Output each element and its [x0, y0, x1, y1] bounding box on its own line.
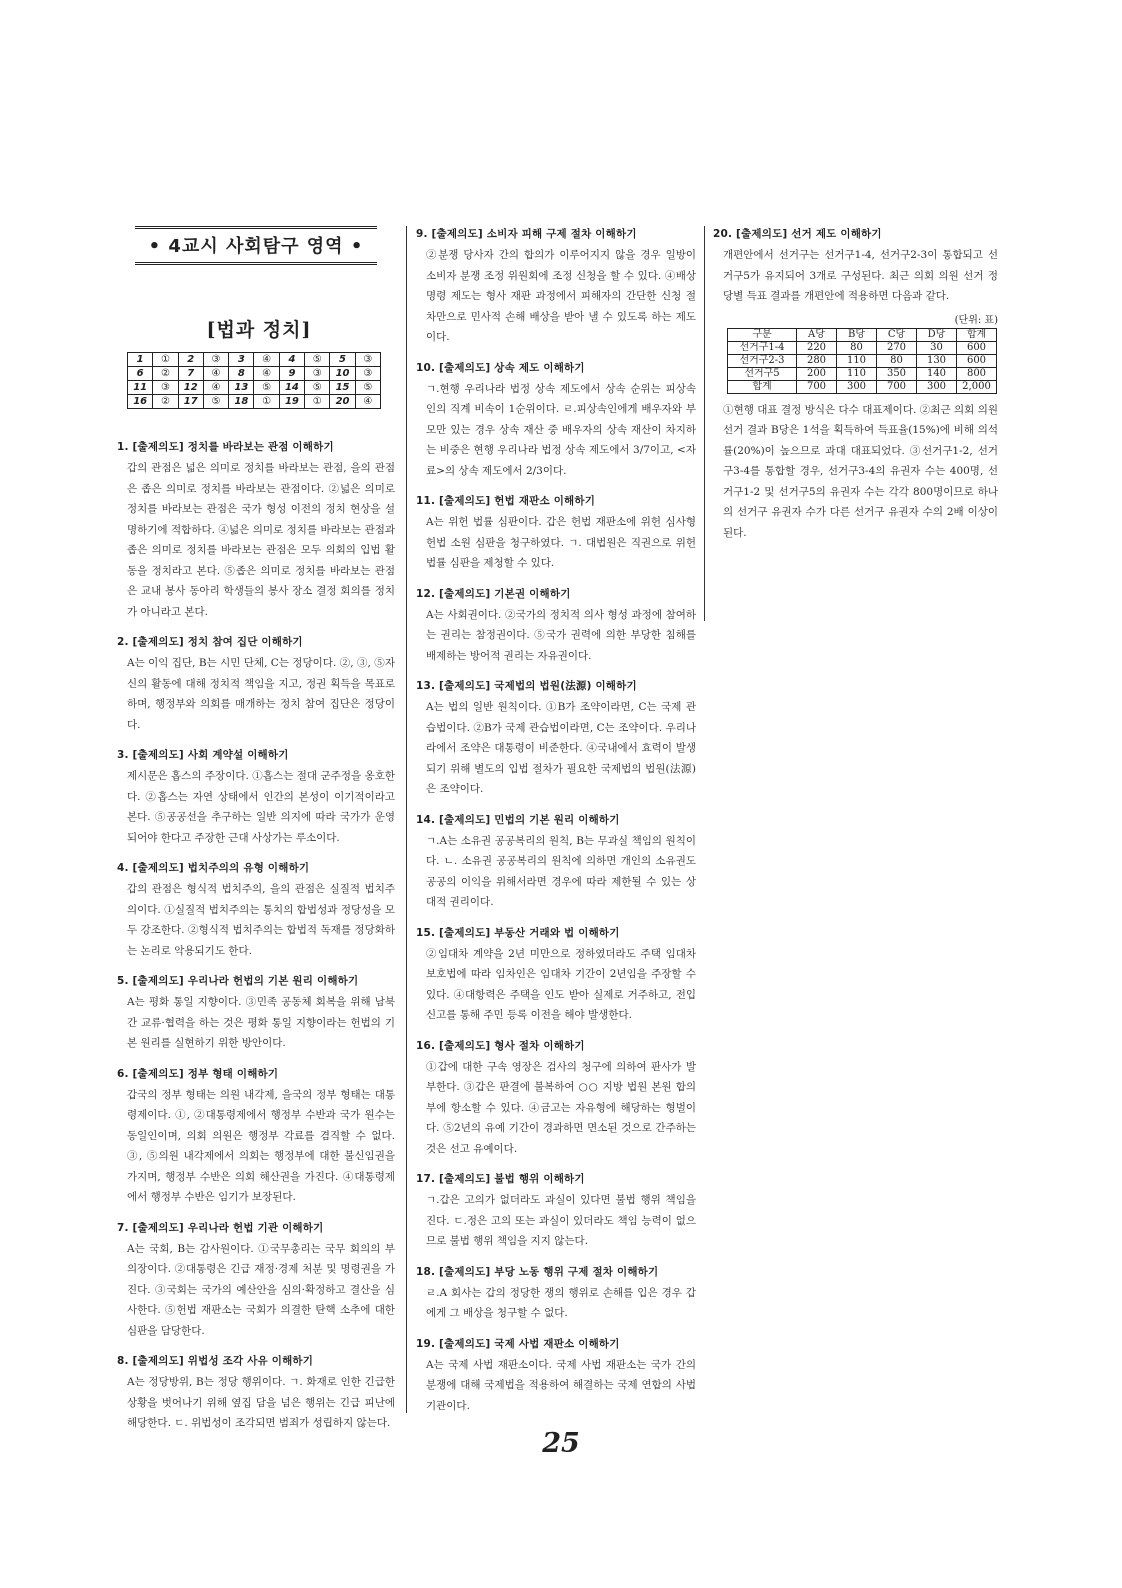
explanation-item: [117, 1353, 395, 1434]
question-number: 5: [330, 353, 355, 367]
explanation-text: A는 국제 사법 재판소이다. 국제 사법 재판소는 국가 간의 분쟁에 대해 국제법을 적용하여 해결하는 국제 연합의 사법 기관이다.: [426, 1358, 696, 1412]
table-cell: 합계: [728, 380, 797, 393]
column-right: [713, 226, 998, 555]
explanation-heading: 10. [출제의도] 상속 제도 이해하기: [416, 361, 585, 374]
explanation-item: [416, 812, 696, 913]
table-cell: 110: [837, 354, 877, 367]
answer-choice: ⑤: [355, 381, 380, 395]
table-cell: 600: [957, 354, 997, 367]
answer-choice: ②: [153, 395, 178, 409]
answer-choice: ①: [305, 395, 330, 409]
explanation-text: 개편안에서 선거구는 선거구1-4, 선거구2-3이 통합되고 선거구5가 유지되어 3개로 구성된다. 최근 의회 의원 선거 정당별 득표 결과를 개편안에 적용하면 다음과 같다.: [723, 249, 998, 302]
explanation-text: ㄹ.A 회사는 갑의 정당한 쟁의 행위로 손해를 입은 경우 갑에게 그 배상을 청구할 수 없다.: [426, 1286, 696, 1319]
question-number: 12: [178, 381, 203, 395]
table-header-cell: D당: [917, 328, 957, 341]
table-row: [728, 354, 997, 367]
answer-choice: ⑤: [305, 353, 330, 367]
table-cell: 300: [917, 380, 957, 393]
table-header-cell: B당: [837, 328, 877, 341]
explanation-heading: 8. [출제의도] 위법성 조각 사유 이해하기: [117, 1355, 314, 1367]
question-number: 6: [128, 367, 153, 381]
table-cell: 700: [797, 380, 837, 393]
explanation-heading: 16. [출제의도] 형사 절차 이해하기: [416, 1039, 585, 1052]
table-cell: 220: [797, 341, 837, 354]
explanation-text: ①현행 대표 결정 방식은 다수 대표제이다. ②최근 의회 의원 선거 결과 B당은 1석을 획득하여 득표율(15%)에 비해 의석률(20%)이 높으므로 과대 대표되었다. ③선거구1-2, 선거구3-4를 통합할 경우, 선거구3-4의 유권자 수는 400명, 선거구1-2 및 선거구5의 유권자 수는 각각 800명이므로 하나의 선거구 유권자 수가 다른 선거구 유권자 수의 2배 이상이 된다.: [723, 403, 998, 539]
table-cell: 130: [917, 354, 957, 367]
explanation-heading: 3. [출제의도] 사회 계약설 이해하기: [117, 749, 289, 761]
explanation-text: A는 법의 일반 원칙이다. ①B가 조약이라면, C는 국제 관습법이다. ②B가 국제 관습법이라면, C는 조약이다. 우리나라에서 조약은 대통령이 비준한다. ④국내에서 효력이 발생되기 위해 별도의 입법 절차가 필요한 국제법의 법원(法源)은 조약이다.: [426, 701, 696, 795]
table-cell: 270: [877, 341, 917, 354]
question-number: 15: [330, 381, 355, 395]
page-number: 25: [542, 1428, 580, 1459]
explanation-item: [416, 586, 696, 667]
answer-choice: ④: [254, 353, 279, 367]
explanation-item: [117, 747, 395, 848]
answer-choice: ③: [355, 353, 380, 367]
explanation-text: A는 평화 통일 지향이다. ③민족 공동체 회복을 위해 남북 간 교류·협력을 하는 것은 평화 통일 지향이라는 헌법의 기본 원리를 실현하기 위한 방안이다.: [127, 996, 395, 1049]
table-header-cell: A당: [797, 328, 837, 341]
question-number: 16: [128, 395, 153, 409]
answer-key-table: [127, 352, 381, 409]
explanation-text: A는 이익 집단, B는 시민 단체, C는 정당이다. ②, ③, ⑤자신의 활동에 대해 정치적 책임을 지고, 정권 획득을 목표로 하며, 행정부와 의회를 매개하는 정치 참여 집단은 정당이다.: [127, 657, 395, 731]
answer-choice: ⑤: [305, 381, 330, 395]
table-cell: 200: [797, 367, 837, 380]
explanation-heading: 12. [출제의도] 기본권 이해하기: [416, 587, 571, 600]
explanation-item: [416, 678, 696, 800]
table-cell: 2,000: [957, 380, 997, 393]
table-cell: 80: [837, 341, 877, 354]
explanation-heading: 17. [출제의도] 불법 행위 이해하기: [416, 1173, 585, 1185]
exam-title: • 4교시 사회탐구 영역 •: [135, 226, 377, 265]
table-row: [728, 341, 997, 354]
answer-choice: ④: [203, 367, 228, 381]
question-number: 1: [128, 353, 153, 367]
explanation-item: [416, 1264, 696, 1324]
explanation-item: [713, 226, 998, 543]
answer-choice: ②: [153, 367, 178, 381]
question-number: 14: [279, 381, 304, 395]
explanation-heading: 19. [출제의도] 국제 사법 재판소 이해하기: [416, 1337, 620, 1350]
question-number: 18: [229, 395, 254, 409]
table-cell: 800: [957, 367, 997, 380]
column-left: [117, 226, 395, 1446]
table-header-cell: 구분: [728, 328, 797, 341]
table-cell: 350: [877, 367, 917, 380]
explanation-text: 갑의 관점은 넓은 의미로 정치를 바라보는 관점, 을의 관점은 좁은 의미로 정치를 바라보는 관점이다. ②넓은 의미로 정치를 바라보는 관점은 국가 형성 이전의 정치 현상을 설명하기에 적합하다. ④넓은 의미로 정치를 바라보는 관점과 좁은 의미로 정치를 바라보는 관점은 모두 의회의 입법 활동을 정치라고 본다. ⑤좁은 의미로 정치를 바라보는 관점은 교내 봉사 동아리 학생들의 봉사 장소 결정 회의를 정치가 아니라고 본다.: [127, 462, 395, 618]
table-cell: 80: [877, 354, 917, 367]
explanation-heading: 13. [출제의도] 국제법의 법원(法源) 이해하기: [416, 680, 637, 692]
explanation-heading: 5. [출제의도] 우리나라 헌법의 기본 원리 이해하기: [117, 975, 359, 987]
explanation-text: ㄱ.갑은 고의가 없더라도 과실이 있다면 불법 행위 책임을 진다. ㄷ.정은 고의 또는 과실이 있더라도 책임 능력이 없으므로 불법 행위 책임을 지지 않는다.: [426, 1194, 696, 1247]
question-number: 4: [279, 353, 304, 367]
answer-row: [128, 367, 381, 381]
answer-choice: ④: [355, 395, 380, 409]
explanation-text: A는 위헌 법률 심판이다. 갑은 헌법 재판소에 위헌 심사형 헌법 소원 심판을 청구하였다. ㄱ. 대법원은 직권으로 위헌 법률 심판을 제청할 수 있다.: [426, 516, 696, 569]
explanation-heading: 1. [출제의도] 정치를 바라보는 관점 이해하기: [117, 441, 334, 453]
explanation-text: A는 사회권이다. ②국가의 정치적 의사 형성 과정에 참여하는 권리는 참정권이다. ⑤국가 권력에 의한 부당한 침해를 배제하는 방어적 권리는 자유권이다.: [426, 608, 696, 662]
question-number: 11: [128, 381, 153, 395]
answer-choice: ④: [254, 367, 279, 381]
explanation-text: ②분쟁 당사자 간의 합의가 이루어지지 않을 경우 일방이 소비자 분쟁 조정 위원회에 조정 신청을 할 수 있다. ④배상 명령 제도는 형사 재판 과정에서 피해자의 간단한 신청 절차만으로 민사적 손해 배상을 받아 낼 수 있도록 하는 제도이다.: [426, 249, 696, 343]
question-number: 19: [279, 395, 304, 409]
table-cell: 700: [877, 380, 917, 393]
answer-choice: ③: [203, 353, 228, 367]
explanation-heading: 4. [출제의도] 법치주의의 유형 이해하기: [117, 862, 310, 874]
explanation-text: A는 국회, B는 감사원이다. ①국무총리는 국무 회의의 부의장이다. ②대통령은 긴급 재정·경제 처분 및 명령권을 가진다. ③국회는 국가의 예산안을 심의·확정하고 결산을 심사한다. ⑤헌법 재판소는 국회가 의결한 탄핵 소추에 대한 심판을 담당한다.: [127, 1242, 395, 1337]
answer-row: [128, 381, 381, 395]
answer-choice: ④: [203, 381, 228, 395]
explanation-item: [416, 1171, 696, 1252]
answer-choice: ③: [355, 367, 380, 381]
question-number: 17: [178, 395, 203, 409]
explanation-item: [117, 439, 395, 622]
explanation-heading: 20. [출제의도] 선거 제도 이해하기: [713, 228, 882, 240]
question-number: 2: [178, 353, 203, 367]
answer-row: [128, 353, 381, 367]
table-cell: 280: [797, 354, 837, 367]
column-divider: [406, 226, 407, 1413]
question-number: 8: [229, 367, 254, 381]
question-number: 3: [229, 353, 254, 367]
explanation-text: 갑국의 정부 형태는 의원 내각제, 을국의 정부 형태는 대통령제이다. ①, ②대통령제에서 행정부 수반과 국가 원수는 동일인이며, 의회 의원은 행정부 각료를 겸직할 수 없다. ③, ⑤의원 내각제에서 의회는 행정부에 대한 불신임권을 가지며, 행정부 수반은 의회 해산권을 가진다. ④대통령제에서 행정부 수반은 임기가 보장된다.: [127, 1088, 395, 1203]
question-number: 7: [178, 367, 203, 381]
answer-choice: ①: [254, 395, 279, 409]
explanation-heading: 15. [출제의도] 부동산 거래와 법 이해하기: [416, 926, 620, 939]
table-header-cell: 합계: [957, 328, 997, 341]
answer-row: [128, 395, 381, 409]
explanation-item: [416, 1336, 696, 1417]
question-number: 20: [330, 395, 355, 409]
answer-choice: ③: [305, 367, 330, 381]
explanation-text: 갑의 관점은 형식적 법치주의, 을의 관점은 실질적 법치주의이다. ①실질적 법치주의는 통치의 합법성과 정당성을 모두 강조한다. ②형식적 법치주의는 합법적 독재를 정당화하는 논리로 악용되기도 한다.: [127, 883, 395, 957]
answer-choice: ①: [153, 353, 178, 367]
explanation-item: [416, 226, 696, 348]
table-cell: 30: [917, 341, 957, 354]
explanation-item: [117, 1220, 395, 1342]
question-number: 13: [229, 381, 254, 395]
table-row: [728, 367, 997, 380]
table-cell: 선거구5: [728, 367, 797, 380]
explanation-item: [416, 925, 696, 1026]
explanation-heading: 6. [출제의도] 정부 형태 이해하기: [117, 1067, 279, 1080]
explanation-item: [117, 1066, 395, 1208]
table-cell: 110: [837, 367, 877, 380]
subject-title: [법과 정치]: [206, 319, 312, 341]
explanation-item: [117, 634, 395, 735]
explanation-text: 제시문은 홉스의 주장이다. ①홉스는 절대 군주정을 옹호한다. ②홉스는 자연 상태에서 인간의 본성이 이기적이라고 본다. ⑤공공선을 추구하는 일반 의지에 따라 국가가 운영되어야 한다고 주장한 근대 사상가는 루소이다.: [127, 770, 395, 844]
explanation-text: ①갑에 대한 구속 영장은 검사의 청구에 의하여 판사가 발부한다. ③갑은 판결에 불복하여 ○○ 지방 법원 본원 합의부에 항소할 수 있다. ④금고는 자유형에 해당하는 형벌이다. ⑤2년의 유예 기간이 경과하면 면소된 것으로 간주하는 것은 선고 유예이다.: [426, 1060, 696, 1155]
table-header-cell: C당: [877, 328, 917, 341]
explanation-text: ㄱ.현행 우리나라 법정 상속 제도에서 상속 순위는 피상속인의 직계 비속이 1순위이다. ㄹ.피상속인에게 배우자와 부모만 있는 경우 상속 재산 중 배우자의 상속 재산이 차지하는 비중은 현행 우리나라 법정 상속 제도에서 3/7이고, <자료>의 상속 제도에서 2/3이다.: [426, 382, 696, 477]
explanation-heading: 9. [출제의도] 소비자 피해 구제 절차 이해하기: [416, 228, 637, 240]
answer-choice: ⑤: [254, 381, 279, 395]
explanation-item: [416, 360, 696, 482]
table-cell: 선거구1-4: [728, 341, 797, 354]
explanation-heading: 11. [출제의도] 헌법 재판소 이해하기: [416, 495, 596, 507]
explanation-text: A는 정당방위, B는 정당 행위이다. ㄱ. 화재로 인한 긴급한 상황을 벗어나기 위해 옆집 담을 넘은 행위는 긴급 피난에 해당한다. ㄷ. 위법성이 조각되면 범죄가 성립하지 않는다.: [127, 1376, 395, 1429]
answer-choice: ③: [153, 381, 178, 395]
table-unit: (단위: 표): [954, 314, 998, 326]
table-cell: 600: [957, 341, 997, 354]
explanation-text: ②임대차 계약을 2년 미만으로 정하였더라도 주택 임대차 보호법에 따라 임차인은 임대차 기간이 2년임을 주장할 수 있다. ④대항력은 주택을 인도 받아 실제로 거주하고, 전입 신고를 통해 주민 등록 이전을 해야 발생한다.: [426, 947, 696, 1021]
explanation-item: [117, 973, 395, 1054]
explanation-item: [117, 860, 395, 961]
question-number: 10: [330, 367, 355, 381]
answer-choice: ⑤: [203, 395, 228, 409]
table-cell: 140: [917, 367, 957, 380]
explanation-text: ㄱ.A는 소유권 공공복리의 원칙, B는 무과실 책임의 원칙이다. ㄴ. 소유권 공공복리의 원칙에 의하면 개인의 소유권도 공공의 이익을 위해서라면 경우에 따라 제한될 수 있는 상대적 권리이다.: [426, 834, 696, 908]
table-cell: 300: [837, 380, 877, 393]
vote-result-table: [727, 328, 997, 394]
column-divider: [704, 226, 705, 621]
explanation-heading: 14. [출제의도] 민법의 기본 원리 이해하기: [416, 813, 620, 826]
column-middle: [416, 226, 696, 1428]
explanation-item: [416, 493, 696, 574]
explanation-heading: 7. [출제의도] 우리나라 헌법 기관 이해하기: [117, 1221, 324, 1234]
explanation-heading: 18. [출제의도] 부당 노동 행위 구제 절차 이해하기: [416, 1265, 659, 1278]
table-row: [728, 380, 997, 393]
table-cell: 선거구2-3: [728, 354, 797, 367]
question-number: 9: [279, 367, 304, 381]
explanation-item: [416, 1038, 696, 1160]
explanation-heading: 2. [출제의도] 정치 참여 집단 이해하기: [117, 636, 303, 648]
